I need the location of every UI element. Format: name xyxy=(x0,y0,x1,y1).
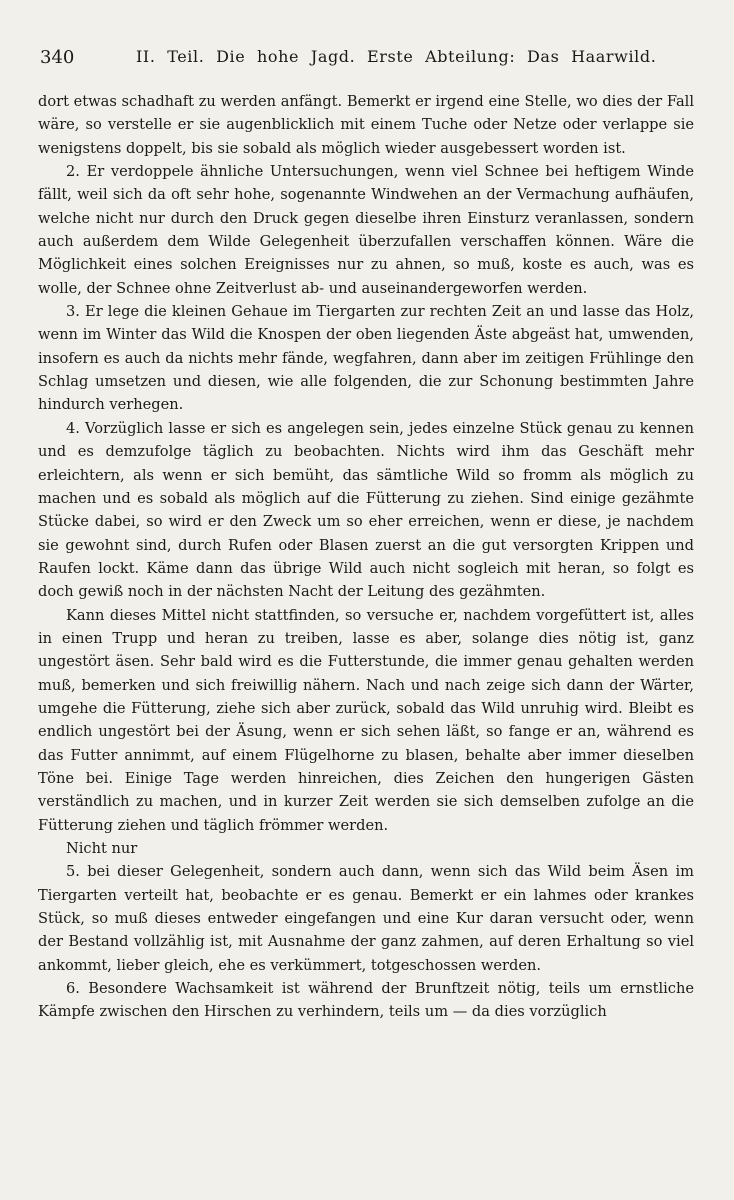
running-title: II. Teil. Die hohe Jagd. Erste Abteilung: Das Haarwild. xyxy=(136,47,657,66)
paragraph-nicht-nur: Nicht nur xyxy=(66,840,138,857)
paragraph-item-6: 6. Besondere Wachsamkeit ist während der Brunftzeit nötig, teils um ernstliche Kämpfe zwischen den Hirschen zu verhindern, teils um — da dies vorzüglich xyxy=(38,980,694,1021)
running-head xyxy=(40,47,692,73)
paragraph-feeding-method: Kann dieses Mittel nicht stattfinden, so versuche er, nachdem vorgefüttert ist, alles in einen Trupp und heran zu treiben, lasse es aber, solange dies nötig ist, ganz ungestört äsen. Sehr bald wird es die Futterstunde, die immer genau gehalten werden muß, bemerken und sich freiwillig nähern. Nach und nach zeige sich dann der Wärter, umgehe die Fütterung, ziehe sich aber zurück, sobald das Wild unruhig wird. Bleibt es endlich ungestört bei der Äsung, wenn er sich sehen läßt, so fange er an, während es das Futter annimmt, auf einem Flügelhorne zu blasen, behalte aber immer dieselben Töne bei. Einige Tage werden hinreichen, dies Zeichen den hungerigen Gästen verständlich zu machen, und in kurzer Zeit werden sie sich demselben zufolge an die Fütterung ziehen und täglich frömmer werden. xyxy=(38,606,694,834)
paragraph-item-5: 5. bei dieser Gelegenheit, sondern auch dann, wenn sich das Wild beim Äsen im Tiergarten verteilt hat, beobachte er es genau. Bemerkt er ein lahmes oder krankes Stück, so muß dieses entweder eingefangen und eine Kur daran versucht oder, wenn der Bestand vollzählig ist, mit Ausnahme der ganz zahmen, auf deren Erhaltung so viel ankommt, lieber gleich, ehe es verkümmert, totgeschossen werden. xyxy=(38,863,694,974)
body-text xyxy=(38,90,694,1024)
paragraph-item-2: 2. Er verdoppele ähnliche Untersuchungen, wenn viel Schnee bei heftigem Winde fällt, weil sich da oft sehr hohe, sogenannte Windwehen an der Vermachung aufhäufen, welche nicht nur durch den Druck gegen dieselbe ihren Einsturz veranlassen, sondern auch außerdem dem Wilde Gelegenheit überzufallen verschaffen können. Wäre die Möglichkeit eines solchen Ereignisses nur zu ahnen, so muß, koste es auch, was es wolle, der Schnee ohne Zeitverlust ab- und auseinandergeworfen werden. xyxy=(38,163,694,297)
paragraph-item-3: 3. Er lege die kleinen Gehaue im Tiergarten zur rechten Zeit an und lasse das Holz, wenn im Winter das Wild die Knospen der oben liegenden Äste abgeäst hat, umwenden, insofern es auch da nichts mehr fände, wegfahren, dann aber im zeitigen Frühlinge den Schlag umsetzen und diesen, wie alle folgenden, die zur Schonung bestimmten Jahre hindurch verhegen. xyxy=(38,303,694,414)
paragraph-continued: dort etwas schadhaft zu werden anfängt. Bemerkt er irgend eine Stelle, wo dies der Fall wäre, so verstelle er sie augenblicklich mit einem Tuche oder Netze oder verlappe sie wenigstens doppelt, bis sie sobald als möglich wieder ausgebessert worden ist. xyxy=(38,93,694,157)
paragraph-item-4: 4. Vorzüglich lasse er sich es angelegen sein, jedes einzelne Stück genau zu kennen und es demzufolge täglich zu beobachten. Nichts wird ihm das Geschäft mehr erleichtern, als wenn er sich bemüht, das sämtliche Wild so fromm als möglich zu machen und es sobald als möglich auf die Fütterung zu ziehen. Sind einige gezähmte Stücke dabei, so wird er den Zweck um so eher erreichen, wenn er diese, je nachdem sie gewohnt sind, durch Rufen oder Blasen zuerst an die gut versorgten Krippen und Raufen lockt. Käme dann das übrige Wild auch nicht sogleich mit heran, so folgt es doch gewiß noch in der nächsten Nacht der Leitung des gezähmten. xyxy=(38,419,694,601)
page-number: 340 xyxy=(40,47,75,68)
